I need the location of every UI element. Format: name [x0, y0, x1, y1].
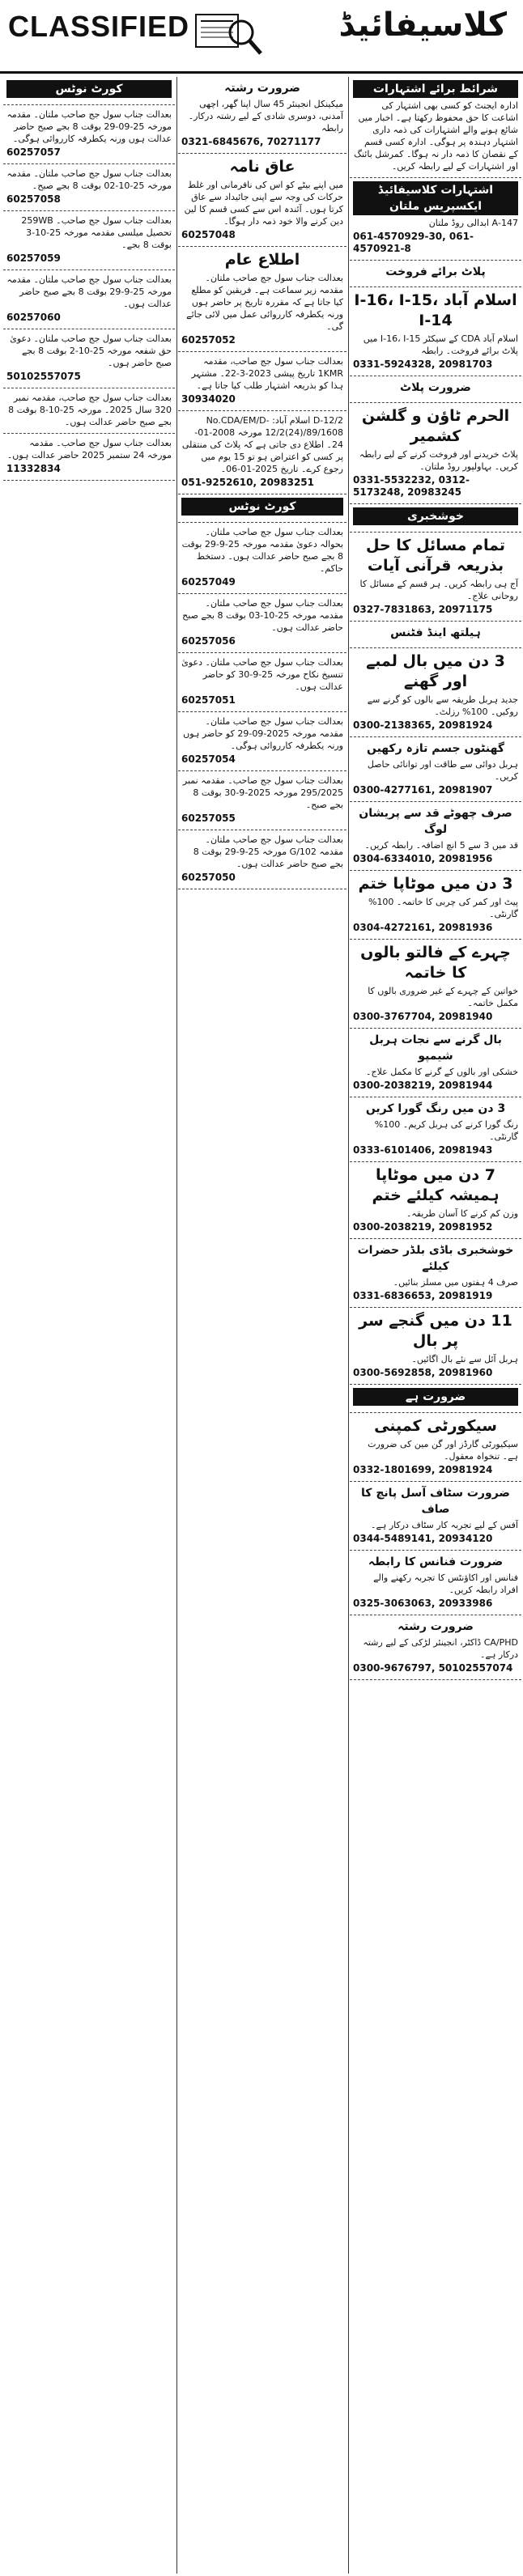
classified-ad [350, 1097, 521, 1162]
classified-ad [178, 494, 347, 523]
classified-ad [3, 388, 175, 434]
middle-column [178, 77, 347, 2574]
ad-phone: 60257052 [181, 334, 236, 346]
ad-phone: 30934020 [181, 393, 236, 405]
classified-ad [178, 712, 347, 771]
classified-ad [178, 653, 347, 712]
ad-phone: 60257056 [181, 635, 236, 647]
ad-body: اسلام آباد CDA کے سیکٹر I-16، I-15 میں پلاٹ برائے فروخت۔ رابطہ [363, 333, 518, 356]
ad-body: میکینکل انجینئر 45 سال اپنا گھر، اچھی آمدنی، دوسری شادی کے لیے رشتہ درکار۔ رابطہ [188, 99, 343, 134]
ad-body: CA/PHD ڈاکٹر، انجینئر لڑکی کے لیے رشتہ درکار ہے۔ [363, 1637, 518, 1660]
ad-body: ہربل دوائی سے طاقت اور توانائی حاصل کریں۔ [367, 759, 518, 782]
classified-ad [178, 523, 347, 594]
ad-phone: 0321-6845676, 70271177 [181, 136, 321, 147]
right-column [350, 77, 521, 2574]
classified-ad [3, 105, 175, 164]
ad-title: 3 دن میں بال لمبے اور گھنے [366, 652, 505, 690]
ad-phone: 0331-6836653, 20981919 [353, 1290, 493, 1301]
ad-title: شرائط برائے اشتہارات [353, 80, 518, 98]
ad-phone: 0325-3063063, 20933986 [353, 1598, 493, 1609]
classified-ad [178, 771, 347, 830]
ad-title: 7 دن میں موٹاپا ہمیشہ کیلئے ختم [372, 1166, 500, 1204]
ad-title: تمام مسائل کا حل بذریعہ قرآنی آیات [366, 537, 505, 575]
ad-phone: 0332-1801699, 20981924 [353, 1464, 493, 1475]
classified-ad [350, 648, 521, 737]
ad-body: سیکیورٹی گارڈز اور گن مین کی ضرورت ہے۔ تنخواہ معقول۔ [368, 1439, 518, 1462]
classified-ad [3, 270, 175, 329]
classified-ad [178, 830, 347, 889]
ad-phone: 60257058 [6, 193, 61, 205]
title-english: CLASSIFIED [8, 10, 190, 43]
classified-ad [350, 376, 521, 403]
classified-ad [350, 940, 521, 1029]
ad-body: D-12/2 اسلام آباد: No.CDA/EM/D-12/2(24)/89/1608 مورخہ 2008-01-24۔ اطلاع دی جاتی ہے کہ پلاٹ کی منتقلی پر کسی کو اعتراض ہو تو 15 یوم میں رجوع کرے۔ تاریخ 2025-01-06۔ [181, 415, 343, 474]
ad-body: بعدالت جناب سول جج صاحب۔ مقدمہ مورخہ 24 ستمبر 2025 حاضر عدالت ہوں۔ [6, 438, 172, 460]
ad-phone: 60257054 [181, 753, 236, 765]
ad-body: ادارہ ایجنٹ کو کسی بھی اشتہار کی اشاعت کا حق محفوظ رکھتا ہے۔ اخبار میں شائع ہونے والے اشتہارات کی ذمہ داری اشتہار دہندہ پر ہوگی۔ ادارہ کسی قسم کے نقصان کا ذمہ دار نہ ہوگا۔ کمرشل بائنگ اور اشتہارات کے لیے رابطہ کریں۔ [354, 100, 518, 172]
classified-ad [178, 411, 347, 494]
ad-body: فنانس اور اکاؤنٹس کا تجربہ رکھنے والے افراد رابطہ کریں۔ [373, 1572, 518, 1595]
title-urdu: کلاسیفائیڈ [338, 6, 507, 44]
classified-ad [350, 533, 521, 622]
ad-title: ہیلتھ اینڈ فٹنس [390, 626, 481, 639]
column-divider [176, 77, 177, 2574]
ad-title: 3 دن میں رنگ گورا کریں [365, 1102, 506, 1115]
ad-title: ضرورت رشتہ [224, 82, 300, 95]
ad-title: خوشخبری باڈی بلڈر حضرات کیلئے [357, 1244, 514, 1273]
ad-body: آفس کے لیے تجربہ کار سٹاف درکار ہے۔ [371, 1520, 518, 1530]
ad-title: پلاٹ برائے فروخت [385, 265, 486, 278]
ad-body: خواتین کے چہرے کے غیر ضروری بالوں کا مکمل خاتمہ۔ [368, 986, 518, 1008]
classified-ad [350, 1482, 521, 1551]
ad-phone: 0304-4272161, 20981936 [353, 922, 493, 933]
ad-phone: 0300-3767704, 20981940 [353, 1011, 493, 1022]
ad-body: صرف 4 ہفتوں میں مسلز بنائیں۔ [393, 1277, 518, 1288]
ad-title: صرف چھوٹے قد سے پریشان لوگ [359, 807, 512, 836]
classified-ad [350, 1551, 521, 1615]
classified-ad [3, 329, 175, 388]
ad-body: بعدالت جناب سول جج صاحب ملتان۔ دعویٰ حق شفعہ مورخہ 25-10-2 بوقت 8 بجے صبح حاضر ہوں۔ [10, 333, 172, 368]
classified-ad [350, 287, 521, 376]
ad-body: بعدالت جناب سول جج صاحب، مقدمہ 1KMR تاریخ پیشی 2023-3-22۔ مشتہر ہذا کو بذریعہ اشتہار طلب کیا جاتا ہے۔ [191, 356, 343, 391]
ad-title: گھنٹوں جسم تازہ رکھیں [366, 742, 504, 755]
ad-body: بعدالت جناب سول جج صاحب ملتان۔ مقدمہ مورخہ 25-09-29 بوقت 8 بجے صبح حاضر عدالت ہوں ورنہ یکطرفہ کارروائی ہوگی۔ [6, 109, 172, 144]
classified-ad [350, 178, 521, 261]
ad-title: سیکورٹی کمپنی [374, 1417, 497, 1435]
classified-ad [3, 164, 175, 211]
ad-phone: 60257057 [6, 146, 61, 158]
classified-ad [178, 77, 347, 154]
classified-ad [350, 622, 521, 648]
ad-body: جدید ہربل طریقہ سے بالوں کو گرنے سے روکیں۔ 100% رزلٹ۔ [367, 694, 518, 717]
classified-ad [350, 1615, 521, 1680]
classified-ad [350, 403, 521, 504]
ad-title: 11 دن میں گنجے سر پر بال [359, 1312, 512, 1350]
ad-body: 147-A ابدالی روڈ ملتان [428, 218, 518, 228]
ad-body: بعدالت جناب سول جج صاحب۔ مقدمہ نمبر 295/2025 مورخہ 2025-9-30 بوقت 8 بجے صبح۔ [182, 775, 343, 810]
ad-title: چہرے کے فالتو بالوں کا خاتمہ [360, 944, 511, 982]
ad-title: بال گرنے سے نجات ہربل شیمپو [369, 1033, 502, 1063]
ad-title: ضرورت پلاٹ [400, 381, 471, 394]
ad-phone: 0300-2138365, 20981924 [353, 719, 493, 731]
ad-phone: 60257060 [6, 312, 61, 323]
ad-phone: 60257059 [6, 253, 61, 264]
ad-title: 3 دن میں موٹاپا ختم [358, 875, 513, 893]
ad-body: بعدالت جناب سول جج صاحب ملتان۔ مقدمہ مورخہ 25-10-02 بوقت 8 بجے صبح۔ [6, 168, 172, 191]
ad-phone: 0331-5532232, 0312-5173248, 20983245 [353, 474, 470, 498]
ad-phone: 0304-6334010, 20981956 [353, 853, 493, 864]
ad-phone: 60257050 [181, 872, 236, 883]
ad-phone: 0300-5692858, 20981960 [353, 1367, 493, 1378]
ad-body: وزن کم کرنے کا آسان طریقہ۔ [406, 1208, 518, 1219]
ad-body: بعدالت جناب سول جج صاحب ملتان۔ مقدمہ مورخہ 2025-09-29 کو حاضر ہوں ورنہ یکطرفہ کارروائی ہوگی۔ [183, 716, 343, 751]
ad-phone: 60257048 [181, 229, 236, 240]
ad-title: ضرورت ہے [353, 1388, 518, 1406]
ad-phone: 0300-9676797, 50102557074 [353, 1662, 513, 1674]
ad-body: بعدالت جناب سول جج صاحب ملتان۔ دعویٰ تنسیخ نکاح مورخہ 25-9-30 کو حاضر عدالت ہوں۔ [181, 657, 343, 692]
ad-phone: 0331-5924328, 20981703 [353, 359, 493, 370]
ad-phone: 0300-4277161, 20981907 [353, 784, 493, 796]
ad-title: کورٹ نوٹس [6, 80, 172, 98]
ad-phone: 051-9252610, 20983251 [181, 477, 315, 488]
ad-phone: 061-4570929-30, 061-4570921-8 [353, 231, 474, 254]
classified-ad [350, 871, 521, 940]
column-divider [348, 77, 349, 2574]
ad-title: کورٹ نوٹس [181, 498, 343, 516]
ad-body: بعدالت جناب سول جج صاحب۔ 259WB تحصیل میلسی مقدمہ مورخہ 25-10-3 بوقت 8 بجے۔ [21, 215, 172, 250]
ad-body: آج ہی رابطہ کریں۔ ہر قسم کے مسائل کا روحانی علاج۔ [359, 579, 518, 601]
classified-ad [350, 802, 521, 871]
ad-phone: 60257055 [181, 813, 236, 824]
ad-phone: 0344-5489141, 20934120 [353, 1533, 493, 1544]
classified-ad [178, 594, 347, 653]
ad-title: اطلاع عام [224, 251, 300, 269]
ad-phone: 0300-2038219, 20981952 [353, 1221, 493, 1233]
ad-phone: 0300-2038219, 20981944 [353, 1080, 493, 1091]
ad-phone: 60257051 [181, 694, 236, 706]
ad-body: بعدالت جناب سول جج صاحب ملتان۔ بحوالہ دعویٰ مقدمہ مورخہ 25-9-29 بوقت 8 بجے صبح حاضر عدالت ہوں۔ دستخط حاکم۔ [181, 527, 343, 574]
ad-phone: 60257049 [181, 576, 236, 588]
classified-ad [3, 77, 175, 105]
ad-title: الحرم ٹاؤن و گلشن کشمیر [361, 407, 510, 445]
ad-title: ضرورت سٹاف آسل پانچ کا صاف [361, 1487, 510, 1516]
classified-ad [350, 1162, 521, 1239]
classified-ad [178, 247, 347, 352]
ad-body: خشکی اور بالوں کے گرنے کا مکمل علاج۔ [366, 1067, 518, 1077]
ad-phone: 50102557075 [6, 371, 81, 382]
ad-phone: 11332834 [6, 463, 61, 474]
ad-body: بعدالت جناب سول جج صاحب ملتان۔ مقدمہ مورخہ 25-9-29 بوقت 8 بجے صبح حاضر عدالت ہوں۔ [6, 274, 172, 309]
ad-title: ضرورت فنانس کا رابطہ [368, 1555, 504, 1568]
newspaper-magnifier-icon [193, 8, 264, 58]
ad-phone: 0333-6101406, 20981943 [353, 1144, 493, 1156]
ad-body: میں اپنے بیٹے کو اس کی نافرمانی اور غلط حرکات کی وجہ سے اپنی جائیداد سے عاق کرتا ہوں۔ آئندہ اس سے کسی قسم کا لین دین کرنے والا خود ذمہ دار ہوگا۔ [184, 180, 343, 227]
ad-body: بعدالت جناب سول جج صاحب، مقدمہ نمبر 320 سال 2025۔ مورخہ 25-10-8 بوقت 8 بجے صبح حاضر عدالت ہوں۔ [8, 393, 172, 427]
ad-phone: 0327-7831863, 20971175 [353, 604, 493, 615]
ad-title: عاق نامہ [229, 158, 296, 176]
classified-ad [350, 737, 521, 802]
left-column [3, 77, 175, 1311]
ad-body: پلاٹ خریدنے اور فروخت کرنے کے لیے رابطہ کریں۔ بہاولپور روڈ ملتان۔ [359, 449, 518, 472]
classified-ad [350, 1308, 521, 1385]
ad-title: ضرورت رشتہ [398, 1620, 474, 1633]
classified-ad [3, 434, 175, 481]
ad-body: قد میں 3 سے 5 انچ اضافہ۔ رابطہ کریں۔ [364, 840, 518, 851]
classified-ad [350, 1385, 521, 1413]
ad-body: بعدالت جناب سول جج صاحب ملتان۔ مقدمہ 102/G مورخہ 25-9-29 بوقت 8 بجے صبح حاضر عدالت ہوں۔ [193, 834, 343, 869]
classified-ad [350, 1239, 521, 1308]
classified-ad [350, 77, 521, 178]
ad-body: پیٹ اور کمر کی چربی کا خاتمہ۔ 100% گارنٹی۔ [368, 897, 518, 919]
ad-body: ہربل آئل سے نئے بال اگائیں۔ [411, 1354, 518, 1364]
classified-ad [178, 352, 347, 411]
classified-ad [350, 1029, 521, 1097]
ad-body: بعدالت جناب سول جج صاحب ملتان۔ مقدمہ زیر سماعت ہے۔ فریقین کو مطلع کیا جاتا ہے کہ مقررہ تاریخ پر حاضر ہوں ورنہ یکطرفہ کارروائی عمل میں لائی جائے گی۔ [186, 273, 343, 332]
classified-ad [350, 1413, 521, 1482]
ad-body: بعدالت جناب سول جج صاحب ملتان۔ مقدمہ مورخہ 25-10-03 بوقت 8 بجے صبح حاضر عدالت ہوں۔ [182, 598, 343, 633]
classified-ad [350, 261, 521, 287]
classified-ad [178, 154, 347, 247]
page-header [0, 0, 523, 74]
ad-title: خوشخبری [353, 507, 518, 525]
ad-title: اشتہارات کلاسیفائیڈ ایکسپریس ملتان [353, 181, 518, 215]
classified-ad [3, 211, 175, 270]
ad-title: اسلام آباد I-16، I-15، I-14 [354, 291, 517, 329]
classified-ad [350, 504, 521, 533]
ad-body: رنگ گورا کرنے کی ہربل کریم۔ 100% گارنٹی۔ [374, 1119, 518, 1142]
